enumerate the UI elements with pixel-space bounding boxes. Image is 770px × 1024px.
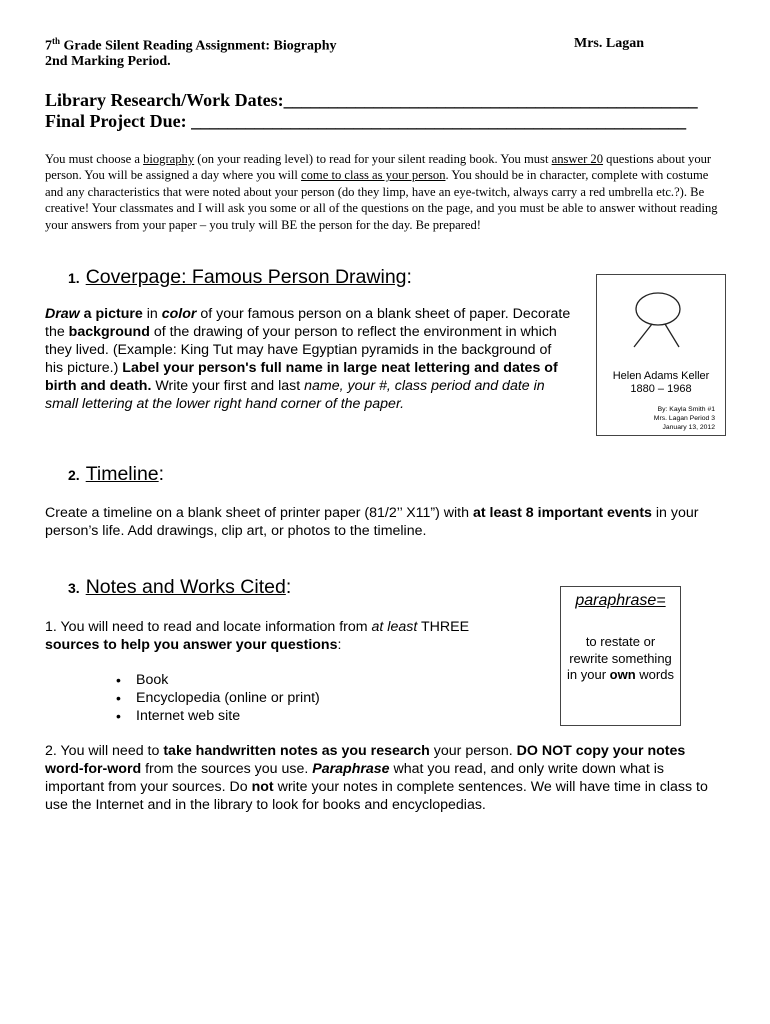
- example-date: January 13, 2012: [662, 424, 715, 431]
- intro-paragraph: You must choose a biography (on your reading level) to read for your silent reading book. You must answer 20 questions about your person. You will be assigned a day where you will come to class as your person. You should be in character, complete with costume and any characteristics that were noted about your person (do they limp, have an eye-twitch, always carry a red umbrella etc.?). Be creative! Your classmates and I will ask you some or all of the questions on the page, and you must be able to answer without reading your answers from your paper – you truly will BE the person for the day. Be prepared!: [45, 152, 718, 232]
- example-student-name: By: Kayla Smith #1: [657, 406, 715, 413]
- final-due-line: Final Project Due: _______________________________________________________: [45, 111, 687, 131]
- example-coverpage: [596, 274, 726, 436]
- list-item: • Book: [114, 671, 320, 689]
- section-3-item-1: 1. You will need to read and locate information from at least THREE sources to help you answer your questions:: [45, 619, 470, 653]
- section-1-heading: 1. Coverpage: Famous Person Drawing:: [68, 266, 412, 288]
- marking-period: 2nd Marking Period.: [45, 54, 171, 69]
- teacher-name: Mrs. Lagan: [574, 36, 644, 51]
- section-1-body: Draw a picture in color of your famous person on a blank sheet of paper. Decorate the background of the drawing of your person to reflect the environment in which they lived. (Example: King Tut may have Egyptian pyramids in the background of his picture.) Label your person's full name in large neat lettering and dates of birth and death. Write your first and last name, your #, class period and date in small lettering at the lower right hand corner of the paper.: [45, 306, 571, 412]
- section-3-heading: 3. Notes and Works Cited:: [68, 576, 292, 598]
- section-3-item-2: 2. You will need to take handwritten notes as you research your person. DO NOT copy your notes word-for-word from the sources you use. Paraphrase what you read, and only write down what is important from your sources. Do not write your notes in complete sentences. We will have time in class to use the Internet and in the library to look for books and encyclopedias.: [45, 743, 708, 813]
- assignment-title: 7th Grade Silent Reading Assignment: Biography: [45, 36, 337, 54]
- list-item: • Encyclopedia (online or print): [114, 689, 320, 707]
- list-item: • Internet web site: [114, 707, 320, 725]
- definition-text: to restate or rewrite something in your own words: [567, 634, 674, 682]
- research-dates-line: Library Research/Work Dates:______________________________________________: [45, 90, 698, 110]
- stick-figure-icon: [597, 275, 725, 355]
- source-list: [114, 671, 320, 725]
- example-class-period: Mrs. Lagan Period 3: [653, 415, 715, 422]
- paraphrase-definition-box: [560, 586, 681, 726]
- example-person-years: 1880 – 1968: [630, 383, 692, 395]
- section-2-heading: 2. Timeline:: [68, 463, 165, 485]
- section-2-body: Create a timeline on a blank sheet of printer paper (81/2’’ X11”) with at least 8 important events in your person’s life. Add drawings, clip art, or photos to the timeline.: [45, 505, 699, 539]
- definition-term: paraphrase=: [575, 592, 666, 609]
- example-person-name: Helen Adams Keller: [612, 370, 710, 382]
